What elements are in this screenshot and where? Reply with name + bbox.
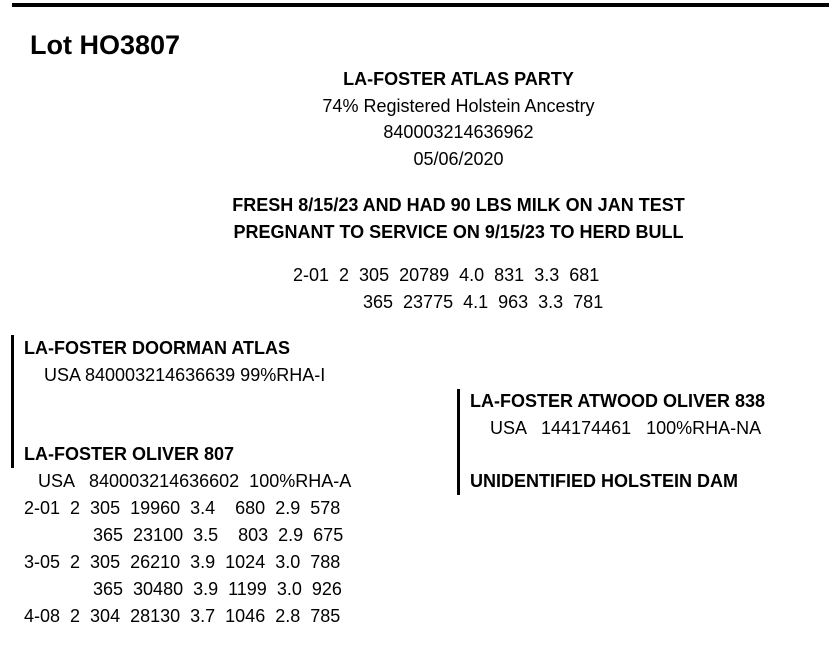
dam-name: LA-FOSTER OLIVER 807 — [24, 444, 235, 464]
dam-dam-name: UNIDENTIFIED HOLSTEIN DAM — [470, 471, 738, 491]
dam-record-row: 4-08 2 304 28130 3.7 1046 2.8 785 — [24, 606, 341, 626]
animal-birth-date: 05/06/2020 — [413, 149, 504, 169]
dam-record-row: 365 30480 3.9 1199 3.0 926 — [93, 579, 342, 599]
lot-number: Lot HO3807 — [30, 30, 181, 60]
note-pregnant: PREGNANT TO SERVICE ON 9/15/23 TO HERD BULL — [233, 222, 684, 242]
animal-record-row: 365 23775 4.1 963 3.3 781 — [363, 292, 604, 312]
animal-ancestry: 74% Registered Holstein Ancestry — [322, 96, 595, 116]
dam-record-row: 365 23100 3.5 803 2.9 675 — [93, 525, 344, 545]
animal-id: 840003214636962 — [383, 122, 534, 142]
sire-bracket — [11, 335, 14, 468]
dam-pedigree-bracket — [457, 389, 460, 495]
sire-name: LA-FOSTER DOORMAN ATLAS — [24, 338, 290, 358]
dam-sire-name: LA-FOSTER ATWOOD OLIVER 838 — [470, 391, 766, 411]
note-fresh: FRESH 8/15/23 AND HAD 90 LBS MILK ON JAN TEST — [232, 195, 685, 215]
animal-record-row: 2-01 2 305 20789 4.0 831 3.3 681 — [293, 265, 600, 285]
dam-record-row: 2-01 2 305 19960 3.4 680 2.9 578 — [24, 498, 341, 518]
top-rule — [12, 3, 829, 7]
sire-detail: USA 840003214636639 99%RHA-I — [44, 365, 326, 385]
dam-detail: USA 840003214636602 100%RHA-A — [38, 471, 352, 491]
dam-record-row: 3-05 2 305 26210 3.9 1024 3.0 788 — [24, 552, 341, 572]
animal-name: LA-FOSTER ATLAS PARTY — [343, 69, 574, 89]
dam-sire-detail: USA 144174461 100%RHA-NA — [490, 418, 762, 438]
